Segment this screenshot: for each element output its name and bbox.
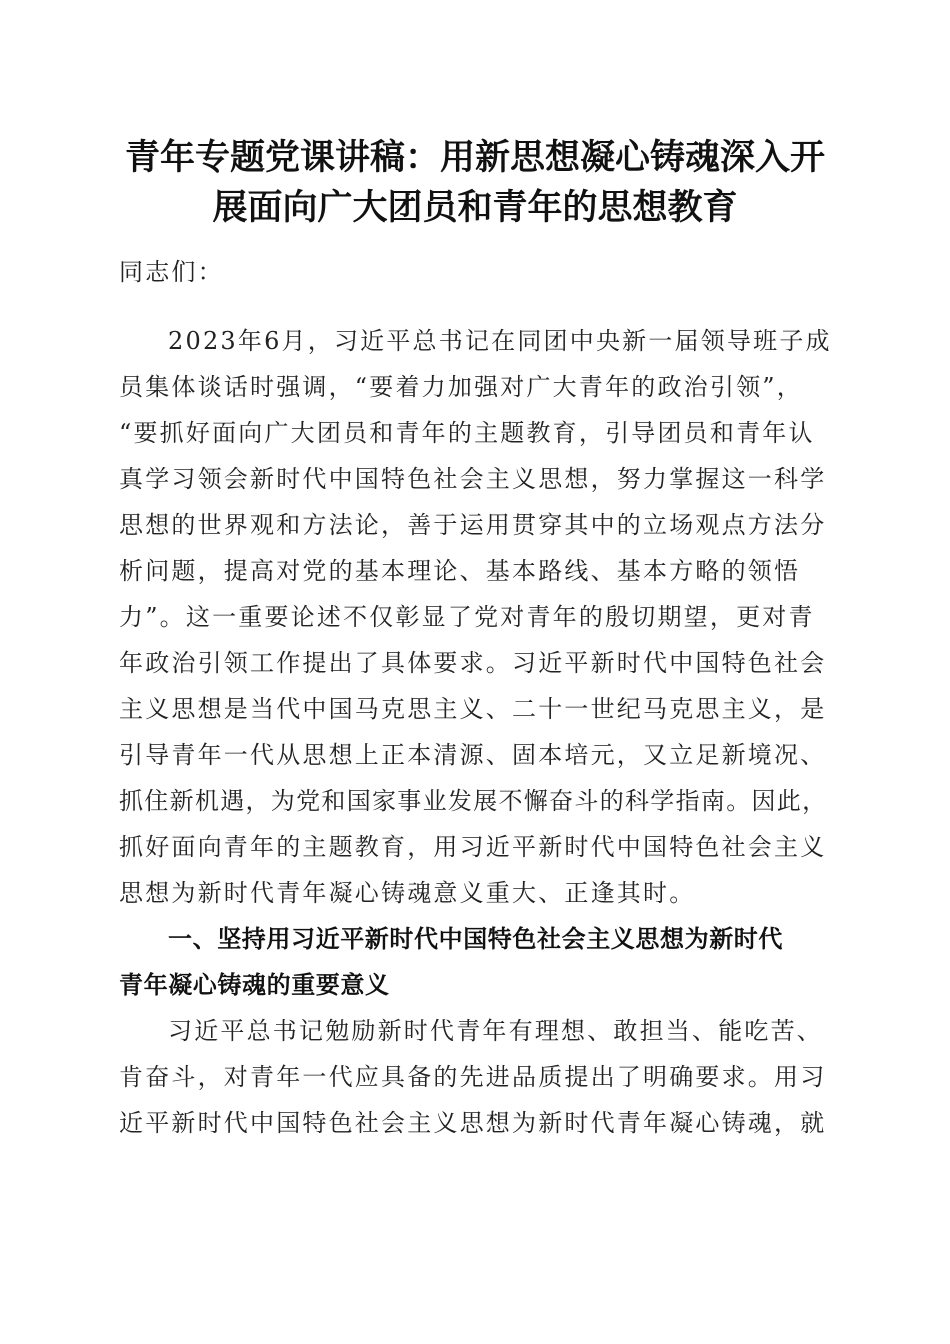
paragraph-1-line: “要抓好面向广大团员和青年的主题教育，引导团员和青年认 <box>119 419 815 447</box>
title-line: 青年专题党课讲稿：用新思想凝心铸魂深入开 <box>124 137 825 178</box>
paragraph-1-line: 思想的世界观和方法论，善于运用贯穿其中的立场观点方法分 <box>119 511 827 539</box>
paragraph-1-line: 抓好面向青年的主题教育，用习近平新时代中国特色社会主义 <box>119 833 827 861</box>
paragraph-2-line: 习近平总书记勉励新时代青年有理想、敢担当、能吃苦、 <box>168 1017 823 1045</box>
paragraph-2-line: 肯奋斗，对青年一代应具备的先进品质提出了明确要求。用习 <box>119 1063 827 1091</box>
paragraph-2-line: 近平新时代中国特色社会主义思想为新时代青年凝心铸魂，就 <box>119 1109 827 1137</box>
paragraph-1-line: 引导青年一代从思想上正本清源、固本培元，又立足新境况、 <box>119 741 827 769</box>
salutation: 同志们： <box>119 258 224 286</box>
paragraph-1-line: 年政治引领工作提出了具体要求。习近平新时代中国特色社会 <box>119 649 827 677</box>
section-heading-line: 一、坚持用习近平新时代中国特色社会主义思想为新时代 <box>168 925 783 953</box>
paragraph-1-line: 思想为新时代青年凝心铸魂意义重大、正逢其时。 <box>119 879 696 907</box>
paragraph-1-line: 主义思想是当代中国马克思主义、二十一世纪马克思主义，是 <box>119 695 827 723</box>
title-line: 展面向广大团员和青年的思想教育 <box>212 187 738 228</box>
paragraph-1-line: 员集体谈话时强调，“要着力加强对广大青年的政治引领”， <box>119 373 803 401</box>
paragraph-1-line: 真学习领会新时代中国特色社会主义思想，努力掌握这一科学 <box>119 465 827 493</box>
paragraph-1-line: 析问题，提高对党的基本理论、基本路线、基本方略的领悟 <box>119 557 801 585</box>
document-title <box>100 133 850 233</box>
paragraph-1-line: 抓住新机遇，为党和国家事业发展不懈奋斗的科学指南。因此， <box>119 787 828 815</box>
section-heading-line: 青年凝心铸魂的重要意义 <box>119 971 390 999</box>
paragraph-1-line: 2023年6月，习近平总书记在同团中央新一届领导班子成 <box>168 327 832 355</box>
paragraph-1-line: 力”。这一重要论述不仅彰显了党对青年的殷切期望，更对青 <box>119 603 815 631</box>
